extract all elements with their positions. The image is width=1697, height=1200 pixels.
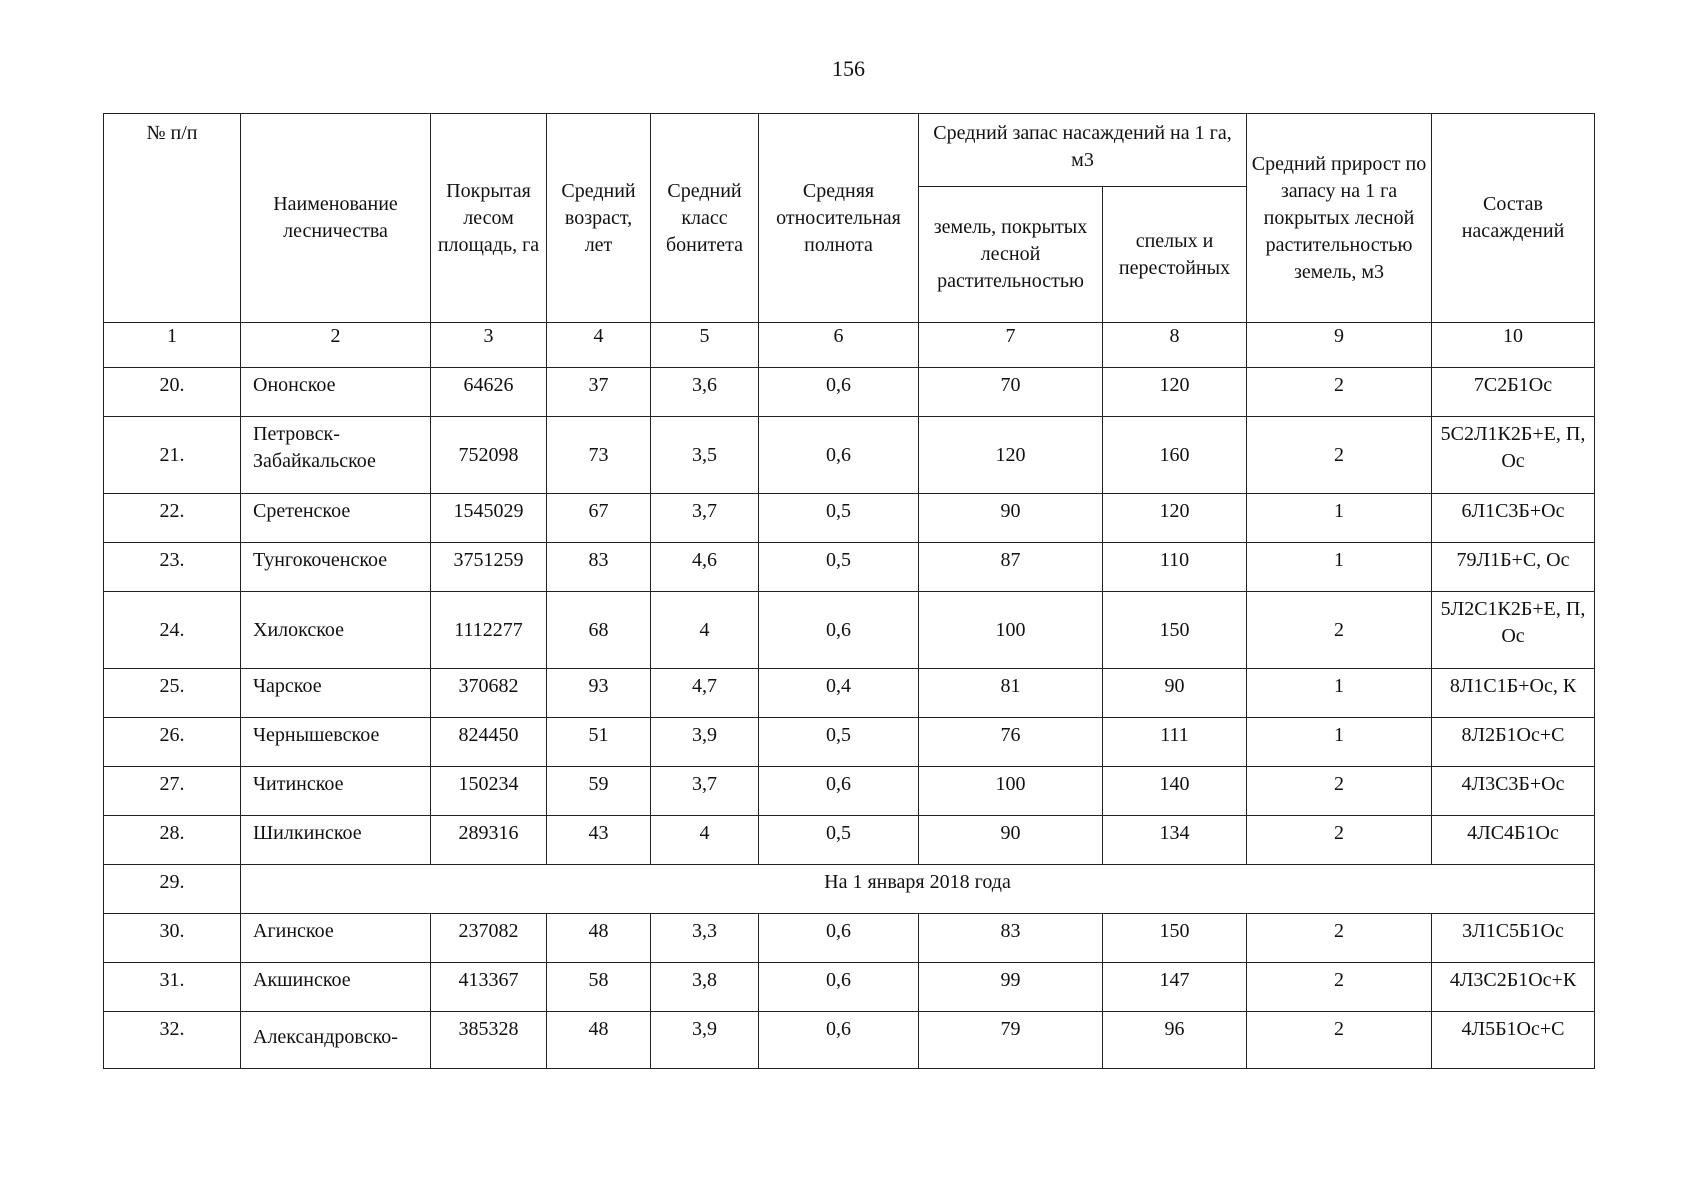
header-stock-mature: спелых и перестойных (1103, 187, 1247, 323)
stock-mature: 140 (1103, 767, 1247, 816)
forest-area: 824450 (431, 718, 547, 767)
avg-growth: 2 (1247, 417, 1432, 494)
section-row (104, 865, 1595, 914)
forestry-name: Чернышевское (241, 718, 431, 767)
table-row (104, 963, 1595, 1012)
column-number: 5 (651, 323, 759, 368)
forest-area: 370682 (431, 669, 547, 718)
avg-age: 93 (547, 669, 651, 718)
forest-area: 150234 (431, 767, 547, 816)
forest-area: 64626 (431, 368, 547, 417)
avg-density: 0,6 (759, 767, 919, 816)
table-row (104, 543, 1595, 592)
avg-bonitet: 3,8 (651, 963, 759, 1012)
table-row (104, 417, 1595, 494)
forestry-name: Акшинское (241, 963, 431, 1012)
header-density: Средняя относительная полнота (759, 114, 919, 323)
row-number: 28. (104, 816, 241, 865)
stock-mature: 134 (1103, 816, 1247, 865)
column-number: 3 (431, 323, 547, 368)
avg-age: 48 (547, 914, 651, 963)
page-number: 156 (832, 56, 865, 81)
stock-mature: 147 (1103, 963, 1247, 1012)
forest-area: 1545029 (431, 494, 547, 543)
avg-age: 73 (547, 417, 651, 494)
avg-age: 68 (547, 592, 651, 669)
forest-area: 385328 (431, 1012, 547, 1069)
stock-mature: 96 (1103, 1012, 1247, 1069)
stock-mature: 120 (1103, 494, 1247, 543)
row-number: 20. (104, 368, 241, 417)
row-number: 27. (104, 767, 241, 816)
column-number: 8 (1103, 323, 1247, 368)
forest-area: 1112277 (431, 592, 547, 669)
table-row (104, 669, 1595, 718)
avg-growth: 1 (1247, 494, 1432, 543)
table-row (104, 767, 1595, 816)
stock-covered: 99 (919, 963, 1103, 1012)
header-area: Покрытая лесом площадь, га (431, 114, 547, 323)
composition: 6Л1С3Б+Ос (1432, 494, 1595, 543)
avg-bonitet: 3,7 (651, 494, 759, 543)
forestry-name: Чарское (241, 669, 431, 718)
header-num: № п/п (104, 114, 241, 323)
stock-mature: 150 (1103, 914, 1247, 963)
stock-covered: 100 (919, 767, 1103, 816)
stock-covered: 100 (919, 592, 1103, 669)
avg-bonitet: 3,9 (651, 718, 759, 767)
column-number: 6 (759, 323, 919, 368)
stock-mature: 111 (1103, 718, 1247, 767)
table-row (104, 494, 1595, 543)
column-number: 2 (241, 323, 431, 368)
stock-covered: 87 (919, 543, 1103, 592)
header-stock-covered: земель, покрытых лесной растительностью (919, 187, 1103, 323)
header-bonitet: Средний класс бонитета (651, 114, 759, 323)
forestry-table (103, 113, 1595, 1069)
row-number: 23. (104, 543, 241, 592)
avg-density: 0,6 (759, 368, 919, 417)
avg-age: 43 (547, 816, 651, 865)
row-number: 32. (104, 1012, 241, 1069)
forestry-name: Петровск-Забайкальское (241, 417, 431, 494)
column-number: 1 (104, 323, 241, 368)
avg-density: 0,5 (759, 494, 919, 543)
row-number: 29. (104, 865, 241, 914)
composition: 3Л1С5Б1Ос (1432, 914, 1595, 963)
forestry-name: Шилкинское (241, 816, 431, 865)
composition: 5Л2С1К2Б+Е, П, Ос (1432, 592, 1595, 669)
avg-growth: 2 (1247, 914, 1432, 963)
table-row (104, 1012, 1595, 1069)
stock-mature: 90 (1103, 669, 1247, 718)
avg-density: 0,6 (759, 417, 919, 494)
avg-bonitet: 3,7 (651, 767, 759, 816)
stock-covered: 83 (919, 914, 1103, 963)
avg-density: 0,6 (759, 592, 919, 669)
forestry-name: Ононское (241, 368, 431, 417)
forestry-name: Хилокское (241, 592, 431, 669)
stock-covered: 81 (919, 669, 1103, 718)
avg-age: 48 (547, 1012, 651, 1069)
composition: 7С2Б1Ос (1432, 368, 1595, 417)
forestry-name: Читинское (241, 767, 431, 816)
table-row (104, 816, 1595, 865)
table-row (104, 368, 1595, 417)
avg-density: 0,6 (759, 1012, 919, 1069)
header-composition: Состав насаждений (1432, 114, 1595, 323)
table-row (104, 592, 1595, 669)
avg-age: 67 (547, 494, 651, 543)
avg-bonitet: 3,3 (651, 914, 759, 963)
composition: 4Л3С2Б1Ос+К (1432, 963, 1595, 1012)
column-number: 10 (1432, 323, 1595, 368)
row-number: 31. (104, 963, 241, 1012)
stock-covered: 76 (919, 718, 1103, 767)
column-number: 9 (1247, 323, 1432, 368)
stock-covered: 90 (919, 494, 1103, 543)
stock-covered: 120 (919, 417, 1103, 494)
avg-age: 37 (547, 368, 651, 417)
avg-age: 83 (547, 543, 651, 592)
avg-growth: 2 (1247, 368, 1432, 417)
composition: 4ЛС4Б1Ос (1432, 816, 1595, 865)
section-label: На 1 января 2018 года (241, 865, 1595, 914)
row-number: 26. (104, 718, 241, 767)
avg-bonitet: 3,9 (651, 1012, 759, 1069)
avg-growth: 1 (1247, 543, 1432, 592)
avg-density: 0,5 (759, 718, 919, 767)
stock-mature: 110 (1103, 543, 1247, 592)
avg-growth: 1 (1247, 669, 1432, 718)
forest-area: 237082 (431, 914, 547, 963)
row-number: 25. (104, 669, 241, 718)
row-number: 21. (104, 417, 241, 494)
stock-covered: 79 (919, 1012, 1103, 1069)
table-row (104, 914, 1595, 963)
forest-area: 413367 (431, 963, 547, 1012)
table-row (104, 718, 1595, 767)
header-stock-group: Средний запас насаждений на 1 га, м3 (919, 114, 1247, 187)
forestry-name: Сретенское (241, 494, 431, 543)
avg-bonitet: 4,7 (651, 669, 759, 718)
avg-growth: 2 (1247, 592, 1432, 669)
stock-mature: 150 (1103, 592, 1247, 669)
stock-mature: 120 (1103, 368, 1247, 417)
avg-growth: 2 (1247, 767, 1432, 816)
row-number: 22. (104, 494, 241, 543)
avg-bonitet: 3,5 (651, 417, 759, 494)
stock-mature: 160 (1103, 417, 1247, 494)
composition: 8Л1С1Б+Ос, К (1432, 669, 1595, 718)
column-number: 4 (547, 323, 651, 368)
avg-age: 59 (547, 767, 651, 816)
avg-density: 0,6 (759, 963, 919, 1012)
avg-bonitet: 4 (651, 592, 759, 669)
composition: 8Л2Б1Ос+С (1432, 718, 1595, 767)
avg-bonitet: 4,6 (651, 543, 759, 592)
forest-area: 3751259 (431, 543, 547, 592)
stock-covered: 90 (919, 816, 1103, 865)
composition: 79Л1Б+С, Ос (1432, 543, 1595, 592)
composition: 5С2Л1К2Б+Е, П, Ос (1432, 417, 1595, 494)
composition: 4Л5Б1Ос+С (1432, 1012, 1595, 1069)
avg-growth: 2 (1247, 963, 1432, 1012)
avg-growth: 1 (1247, 718, 1432, 767)
avg-age: 51 (547, 718, 651, 767)
stock-covered: 70 (919, 368, 1103, 417)
avg-age: 58 (547, 963, 651, 1012)
forestry-name: Агинское (241, 914, 431, 963)
header-name: Наименование лесничества (241, 114, 431, 323)
column-numbers-row (104, 323, 1595, 368)
header-age: Средний возраст, лет (547, 114, 651, 323)
avg-bonitet: 3,6 (651, 368, 759, 417)
avg-density: 0,4 (759, 669, 919, 718)
column-number: 7 (919, 323, 1103, 368)
avg-density: 0,6 (759, 914, 919, 963)
forestry-name: Александровско- (241, 1012, 431, 1069)
row-number: 30. (104, 914, 241, 963)
avg-growth: 2 (1247, 1012, 1432, 1069)
row-number: 24. (104, 592, 241, 669)
forestry-name: Тунгокоченское (241, 543, 431, 592)
composition: 4Л3С3Б+Ос (1432, 767, 1595, 816)
avg-density: 0,5 (759, 543, 919, 592)
avg-bonitet: 4 (651, 816, 759, 865)
avg-density: 0,5 (759, 816, 919, 865)
header-growth: Средний прирост по запасу на 1 га покрытых лесной растительностью земель, м3 (1247, 114, 1432, 323)
avg-growth: 2 (1247, 816, 1432, 865)
forest-area: 289316 (431, 816, 547, 865)
forest-area: 752098 (431, 417, 547, 494)
